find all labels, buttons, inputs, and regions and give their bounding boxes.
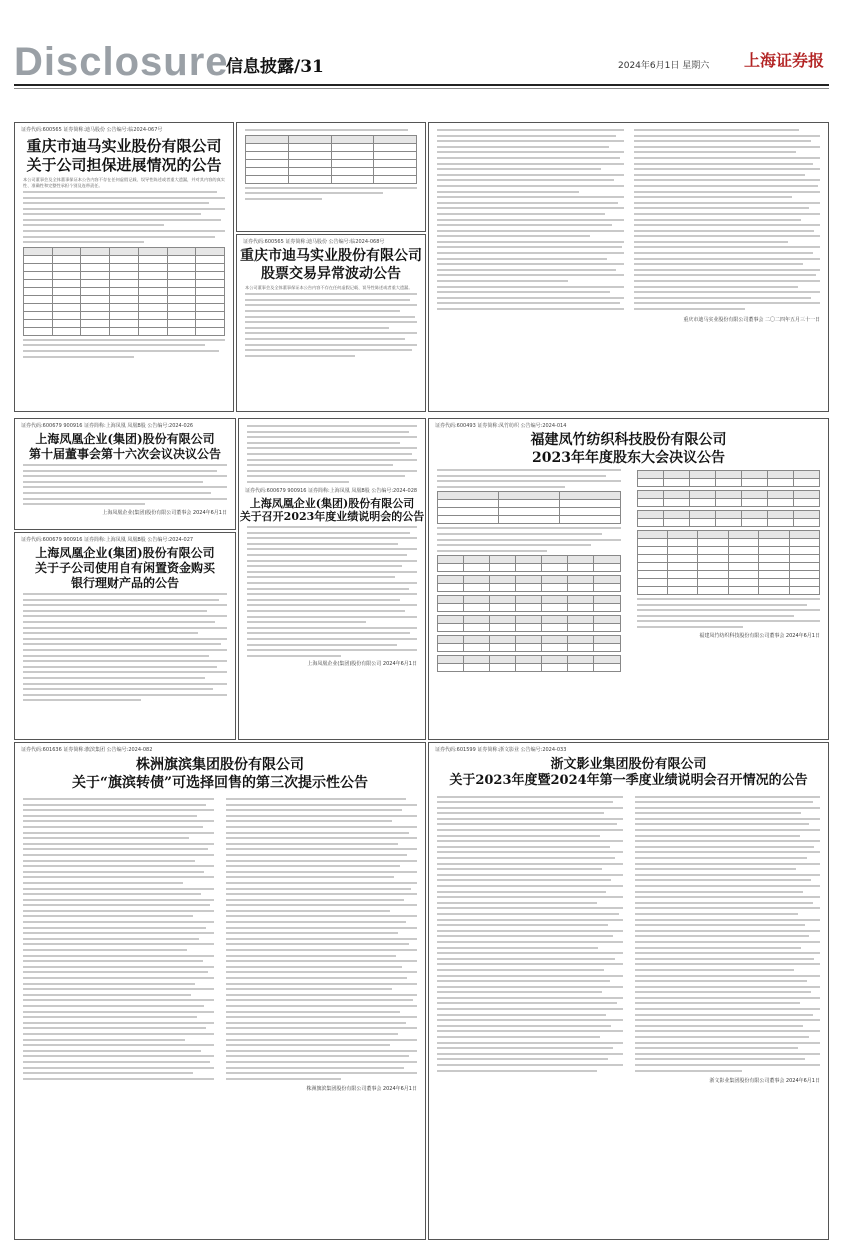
notice-phoenix-continued [238,418,426,740]
notice-dima-abnormal-trading [236,234,426,412]
notice-codes: 证券代码:600565 证券简称:迪马股份 公告编号:临2024-067号 [21,127,163,133]
vote-table [437,655,621,672]
notice-codes: 证券代码:600679 900916 证券简称:上海凤凰 凤凰B股 公告编号:2024-026 [21,423,194,429]
vote-table [437,615,621,632]
body-text [23,593,227,701]
notice-codes: 证券代码:600679 900916 证券简称:上海凤凰 凤凰B股 公告编号:2024-027 [21,537,194,543]
notice-signature: 株洲旗滨集团股份有限公司董事会 2024年6月1日 [306,1086,417,1093]
body-text [247,425,417,483]
vote-table [637,530,821,595]
notice-title: 上海凤凰企业(集团)股份有限公司 关于子公司使用自有闲置资金购买 银行理财产品的公告 [34,546,215,590]
notice-title: 株洲旗滨集团股份有限公司 关于“旗滨转债”可选择回售的第三次提示性公告 [71,757,369,791]
body-text [247,526,417,657]
masthead-rule-thin [14,88,829,89]
vote-table [437,491,621,524]
financial-table [245,135,417,184]
body-text [637,598,821,628]
notice-title: 重庆市迪马实业股份有限公司 关于公司担保进展情况的公告 [26,137,222,174]
notice-title: 重庆市迪马实业股份有限公司 股票交易异常波动公告 [240,248,422,282]
section-brand: Disclosure [14,40,229,84]
notice-phoenix-board [14,418,236,530]
notice-lead: 本公司董事会及全体董事保证本公告内容不存在任何虚假记载、误导性陈述或者重大遗漏，并对其内容的真实性、准确性和完整性承担个别及连带责任。 [23,176,225,188]
agm-right-column [629,467,829,675]
section-title: 信息披露/31 [226,57,324,77]
newspaper-logo: 上海证券报 [744,51,825,70]
body-text [245,129,417,131]
notice-lead: 本公司董事会及全体董事保证本公告内容不存在任何虚假记载、误导性陈述或者重大遗漏。 [245,285,413,290]
notice-codes: 证券代码:601636 证券简称:旗滨集团 公告编号:2024-082 [21,747,153,753]
notice-signature: 重庆市迪马实业股份有限公司董事会 二〇二四年五月三十一日 [683,316,820,323]
vote-table [437,555,621,572]
vote-table [637,470,821,487]
notice-zhewen-briefing [428,742,829,1240]
notice-signature: 浙文影业集团股份有限公司董事会 2024年6月1日 [709,1078,820,1085]
body-text [23,339,225,358]
vote-table [437,575,621,592]
vote-table [637,490,821,507]
notice-codes: 证券代码:600565 证券简称:迪马股份 公告编号:临2024-068号 [243,239,385,245]
vote-table [437,595,621,612]
notice-title: 上海凤凰企业(集团)股份有限公司 第十届董事会第十六次会议决议公告 [28,432,221,461]
body-text [23,798,417,1083]
notice-signature: 福建凤竹纺织科技股份有限公司董事会 2024年6月1日 [699,632,820,639]
body-text [23,191,225,243]
notice-signature: 上海凤凰企业(集团)股份有限公司董事会 2024年6月1日 [102,509,227,516]
notice-codes: 证券代码:600493 证券简称:凤竹纺织 公告编号:2024-014 [435,423,567,429]
notice-title: 上海凤凰企业(集团)股份有限公司 关于召开2023年度业绩说明会的公告 [239,496,425,524]
notice-codes: 证券代码:600679 900916 证券简称:上海凤凰 凤凰B股 公告编号:2024-028 [245,487,418,494]
agm-left-column [429,467,629,675]
body-text [437,796,820,1076]
body-text [245,187,417,200]
page-number: /31 [294,57,324,77]
notice-fengzhu-agm [428,418,829,740]
agm-columns [429,467,828,675]
notice-title: 福建凤竹纺织科技股份有限公司 2023年年度股东大会决议公告 [530,432,727,466]
vote-table [437,635,621,652]
body-text [245,293,417,357]
notice-dima-abnormal-continued [428,122,829,412]
notice-title: 浙文影业集团股份有限公司 关于2023年度暨2024年第一季度业绩说明会召开情况的公告 [449,757,808,789]
notice-dima-guarantee [14,122,234,412]
notice-dima-guarantee-continued [236,122,426,232]
masthead [0,0,843,84]
body-text [23,464,227,505]
body-text [437,527,621,551]
masthead-rule [14,84,829,86]
vote-table [637,510,821,527]
body-text [437,129,820,314]
guarantee-table [23,247,225,336]
issue-date: 2024年6月1日 星期六 [618,61,710,71]
notice-signature: 上海凤凰企业(集团)股份有限公司 2024年6月1日 [307,661,417,668]
body-text [437,469,621,488]
notice-phoenix-wealth [14,532,236,740]
notice-kibing-putback [14,742,426,1240]
notice-codes: 证券代码:601599 证券简称:浙文影业 公告编号:2024-033 [435,747,567,753]
